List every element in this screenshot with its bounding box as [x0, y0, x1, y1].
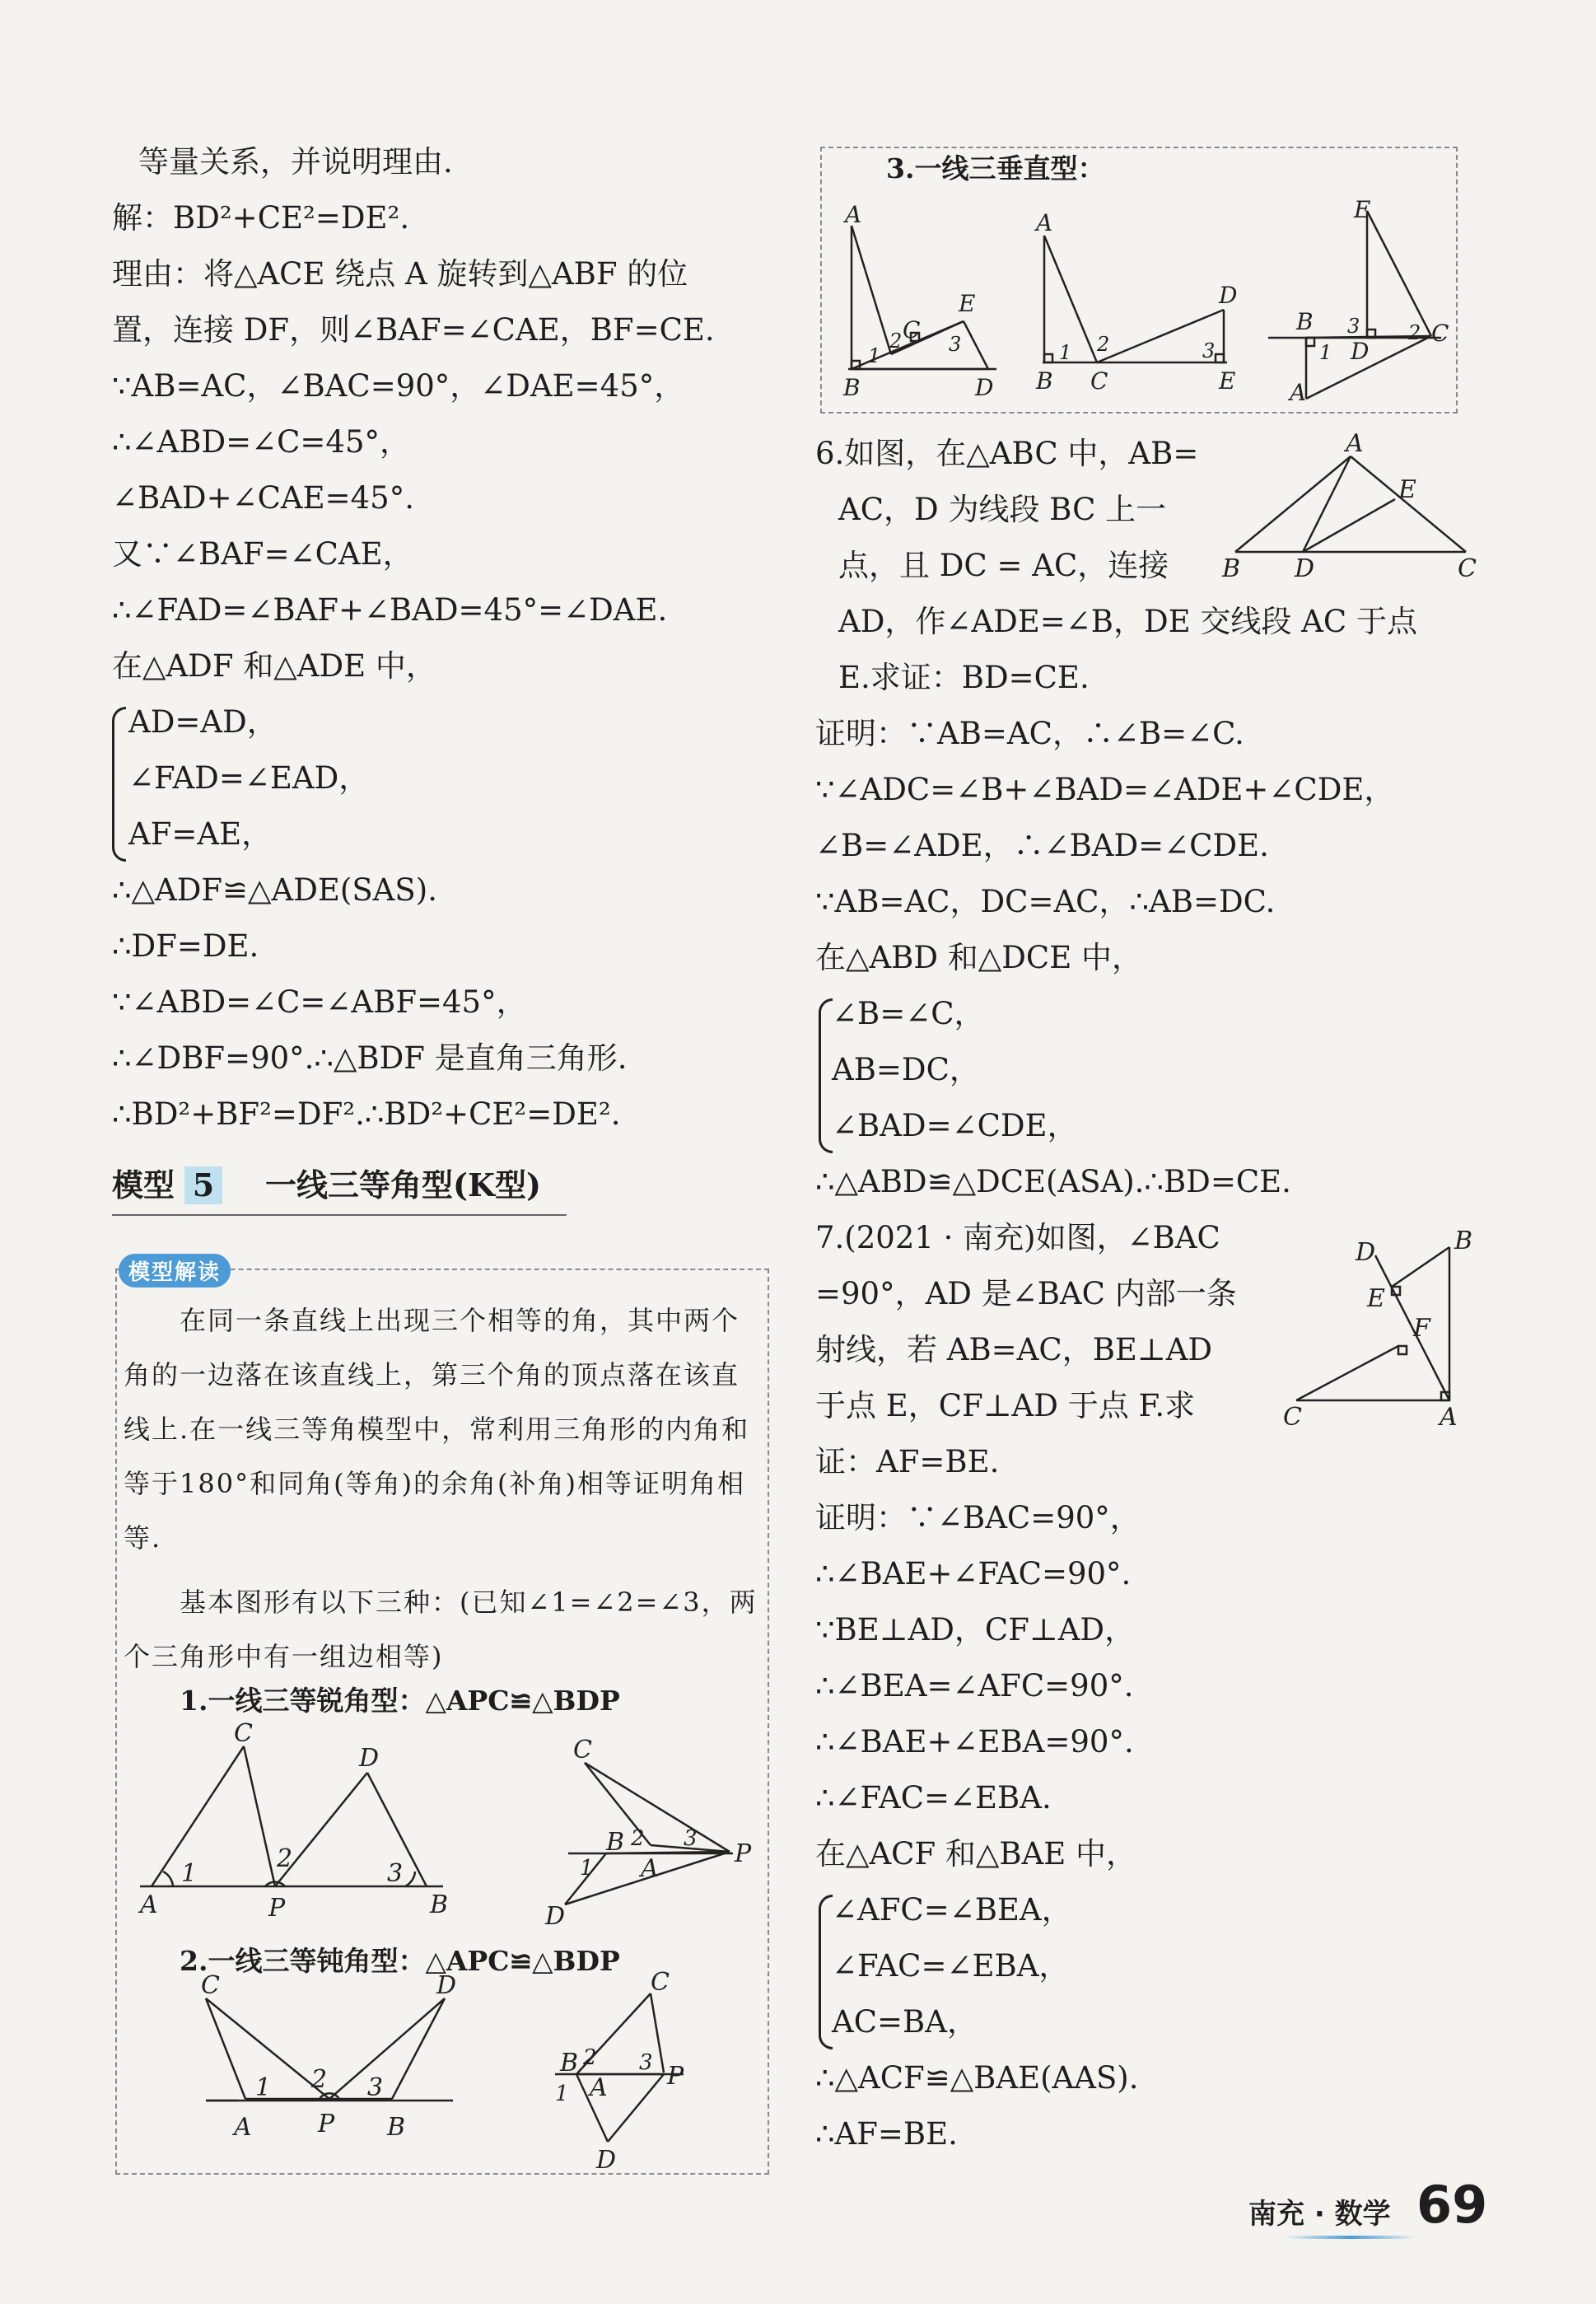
svg-text:D: D	[436, 1971, 457, 2000]
q6-figure	[1219, 428, 1491, 585]
svg-text:C: C	[903, 316, 921, 343]
model-paragraph-2: 基本图形有以下三种：(已知∠1=∠2=∠3，两个三角形中有一组边相等)	[124, 1587, 758, 1672]
heading-rule	[112, 1214, 567, 1216]
q7-line-2: 射线，若 AB=AC，BE⊥AD	[815, 1332, 1213, 1367]
left-line2-2: ∵∠ABD=∠C=∠ABF=45°，	[112, 984, 527, 1020]
left-line2-0: ∴△ADF≌△ADE(SAS).	[112, 872, 437, 908]
svg-text:2: 2	[311, 2065, 328, 2094]
svg-text:E: E	[1367, 1284, 1385, 1313]
q7-line-1: =90°，AD 是∠BAC 内部一条	[815, 1276, 1237, 1311]
svg-text:2: 2	[583, 2045, 597, 2070]
p7-line-2: ∵BE⊥AD，CF⊥AD，	[815, 1612, 1136, 1647]
left-line-6: ∠BAD+∠CAE=45°.	[112, 480, 414, 516]
left-line-3: 置，连接 DF，则∠BAF=∠CAE，BF=CE.	[112, 312, 715, 348]
svg-text:1: 1	[580, 1856, 594, 1881]
left-line-5: ∴∠ABD=∠C=45°，	[112, 424, 411, 460]
sys6-brace	[819, 998, 833, 1153]
model-label: 模型	[112, 1166, 175, 1203]
svg-text:A: A	[1346, 429, 1364, 458]
svg-text:A: A	[1290, 379, 1307, 406]
q6-line-2: 点，且 DC = AC，连接	[838, 548, 1169, 583]
p7-line-6: 在△ACF 和△BAE 中，	[815, 1836, 1137, 1872]
svg-text:A: A	[140, 1890, 158, 1919]
svg-text:P: P	[268, 1894, 286, 1923]
p6-line-4: 在△ABD 和△DCE 中，	[815, 940, 1142, 975]
p7-line-3: ∴∠BEA=∠AFC=90°.	[815, 1668, 1134, 1703]
svg-text:1: 1	[1319, 341, 1332, 364]
svg-text:2: 2	[631, 1826, 645, 1851]
system-line-2: AF=AE，	[128, 816, 273, 852]
sys6-line-0: ∠B=∠C，	[832, 996, 985, 1031]
left-line-4: ∵AB=AC，∠BAC=90°，∠DAE=45°，	[112, 368, 685, 404]
type3-title: 3.一线三垂直型：	[886, 152, 1105, 185]
svg-text:3: 3	[684, 1826, 698, 1851]
p7-line-4: ∴∠BAE+∠EBA=90°.	[815, 1724, 1134, 1760]
svg-text:D: D	[1356, 1238, 1376, 1267]
system-brace	[112, 707, 126, 862]
q7-figure	[1276, 1227, 1491, 1433]
q7-line-3: 于点 E，CF⊥AD 于点 F.求	[815, 1388, 1196, 1423]
left-line-1: 解：BD²+CE²=DE².	[112, 200, 410, 236]
model-interpretation-tag: 模型解读	[119, 1254, 231, 1288]
svg-text:D: D	[596, 2146, 617, 2175]
model-paragraph-1: 在同一条直线上出现三个相等的角，其中两个角的一边落在该直线上，第三个角的顶点落在该直线上.在一线三等角模型中，常利用三角形的内角和等于180°和同角(等角)的余角(补角)相等证明角相等.	[124, 1305, 750, 1554]
sys7-brace	[819, 1895, 833, 2049]
page-number: 69	[1416, 2175, 1488, 2235]
model-heading	[112, 1163, 541, 1208]
sys7-line-0: ∠AFC=∠BEA，	[832, 1892, 1072, 1928]
svg-text:B: B	[1222, 554, 1241, 583]
left-line2-1: ∴DF=DE.	[112, 928, 259, 964]
svg-text:D: D	[975, 374, 994, 401]
svg-text:C: C	[573, 1736, 592, 1764]
model-name: 一线三等角型(K型)	[265, 1166, 542, 1203]
svg-text:B: B	[430, 1890, 449, 1919]
type3-diagrams	[832, 198, 1449, 404]
svg-text:D: D	[1351, 338, 1370, 365]
type1-diagrams	[124, 1719, 752, 1931]
left-line2-3: ∴∠DBF=90°.∴△BDF 是直角三角形.	[112, 1040, 628, 1076]
q6-line-0: 6.如图，在△ABC 中，AB=	[815, 436, 1199, 471]
p6-line-0: 证明：∵AB=AC，∴∠B=∠C.	[815, 716, 1244, 751]
svg-text:3: 3	[1347, 315, 1360, 338]
p6-line-1: ∵∠ADC=∠B+∠BAD=∠ADE+∠CDE，	[815, 772, 1395, 807]
type2-diagrams	[124, 1968, 749, 2175]
left-line2-4: ∴BD²+BF²=DF².∴BD²+CE²=DE².	[112, 1096, 621, 1132]
svg-text:B: B	[1296, 308, 1314, 335]
svg-text:A: A	[1440, 1403, 1458, 1432]
svg-text:D: D	[545, 1902, 566, 1931]
svg-text:1: 1	[255, 2073, 272, 2102]
left-line-7: 又∵∠BAF=∠CAE，	[112, 536, 413, 572]
svg-text:C: C	[234, 1719, 253, 1748]
svg-text:E: E	[1354, 196, 1371, 223]
svg-text:B: B	[560, 2049, 579, 2077]
svg-text:C: C	[651, 1968, 670, 1997]
footer-underline	[1285, 2236, 1416, 2239]
svg-text:B: B	[606, 1828, 625, 1857]
system-line-1: ∠FAD=∠EAD，	[128, 760, 370, 796]
svg-text:3: 3	[1202, 339, 1216, 362]
svg-text:A: A	[590, 2073, 608, 2102]
sys7-line-1: ∠FAC=∠EBA，	[832, 1948, 1070, 1984]
svg-text:1: 1	[181, 1859, 198, 1888]
svg-text:1: 1	[868, 344, 881, 367]
svg-text:2: 2	[277, 1844, 293, 1873]
svg-text:P: P	[318, 2110, 335, 2138]
svg-text:C: C	[1283, 1403, 1302, 1432]
svg-text:E: E	[959, 290, 976, 317]
svg-text:3: 3	[387, 1859, 404, 1888]
left-line-9: 在△ADF 和△ADE 中，	[112, 648, 436, 684]
model-number: 5	[184, 1166, 222, 1204]
left-line-8: ∴∠FAD=∠BAF+∠BAD=45°=∠DAE.	[112, 592, 668, 628]
svg-text:2: 2	[889, 329, 903, 353]
svg-text:B: B	[843, 374, 861, 401]
sys6-line-2: ∠BAD=∠CDE，	[832, 1108, 1078, 1143]
end7-line-0: ∴△ACF≌△BAE(AAS).	[815, 2060, 1139, 2096]
svg-text:A: A	[234, 2113, 252, 2142]
footer-label: 南充 · 数学	[1248, 2198, 1391, 2231]
p7-line-5: ∴∠FAC=∠EBA.	[815, 1780, 1052, 1816]
svg-text:E: E	[1398, 475, 1416, 504]
svg-text:A: A	[845, 201, 862, 228]
svg-text:E: E	[1219, 367, 1236, 395]
svg-text:3: 3	[367, 2073, 384, 2102]
svg-text:D: D	[1295, 554, 1315, 583]
svg-text:F: F	[1413, 1314, 1430, 1343]
svg-text:D: D	[1219, 282, 1238, 309]
svg-text:3: 3	[949, 333, 962, 356]
q6-line-4: E.求证：BD=CE.	[838, 660, 1090, 695]
sys7-line-2: AC=BA，	[832, 2004, 978, 2040]
type1-title: 1.一线三等锐角型：△APC≌△BDP	[180, 1685, 620, 1717]
left-line-2: 理由：将△ACE 绕点 A 旋转到△ABF 的位	[112, 256, 688, 292]
p6-line-3: ∵AB=AC，DC=AC，∴AB=DC.	[815, 884, 1276, 919]
end6: ∴△ABD≌△DCE(ASA).∴BD=CE.	[815, 1164, 1291, 1199]
svg-text:C: C	[1431, 320, 1449, 347]
q7-line-4: 证：AF=BE.	[815, 1444, 1000, 1479]
svg-text:C: C	[1090, 367, 1108, 395]
svg-text:2: 2	[1408, 321, 1421, 344]
p6-line-2: ∠B=∠ADE，∴∠BAD=∠CDE.	[815, 828, 1269, 863]
svg-text:P: P	[667, 2062, 684, 2091]
svg-text:B: B	[1454, 1227, 1473, 1255]
svg-text:P: P	[735, 1839, 752, 1868]
q7-line-0: 7.(2021 · 南充)如图，∠BAC	[815, 1220, 1220, 1255]
type2-title: 2.一线三等钝角型：△APC≌△BDP	[180, 1945, 620, 1977]
sys6-line-1: AB=DC，	[832, 1052, 980, 1087]
svg-text:B: B	[387, 2113, 406, 2142]
svg-text:2: 2	[1097, 333, 1110, 356]
svg-text:A: A	[1036, 209, 1053, 236]
svg-text:D: D	[359, 1744, 380, 1773]
p7-line-0: 证明：∵∠BAC=90°，	[815, 1500, 1141, 1535]
q6-line-3: AD，作∠ADE=∠B，DE 交线段 AC 于点	[838, 604, 1417, 639]
svg-text:B: B	[1036, 367, 1053, 395]
end7-line-1: ∴AF=BE.	[815, 2116, 958, 2152]
svg-text:C: C	[201, 1971, 220, 2000]
svg-text:1: 1	[1059, 341, 1072, 364]
q6-line-1: AC，D 为线段 BC 上一	[838, 492, 1167, 527]
svg-text:A: A	[641, 1854, 659, 1883]
svg-text:3: 3	[639, 2050, 653, 2075]
svg-text:1: 1	[555, 2082, 569, 2106]
svg-text:C: C	[1458, 554, 1477, 583]
left-line-0: 等量关系，并说明理由.	[138, 144, 453, 180]
system-line-0: AD=AD，	[128, 704, 278, 740]
p7-line-1: ∴∠BAE+∠FAC=90°.	[815, 1556, 1132, 1591]
